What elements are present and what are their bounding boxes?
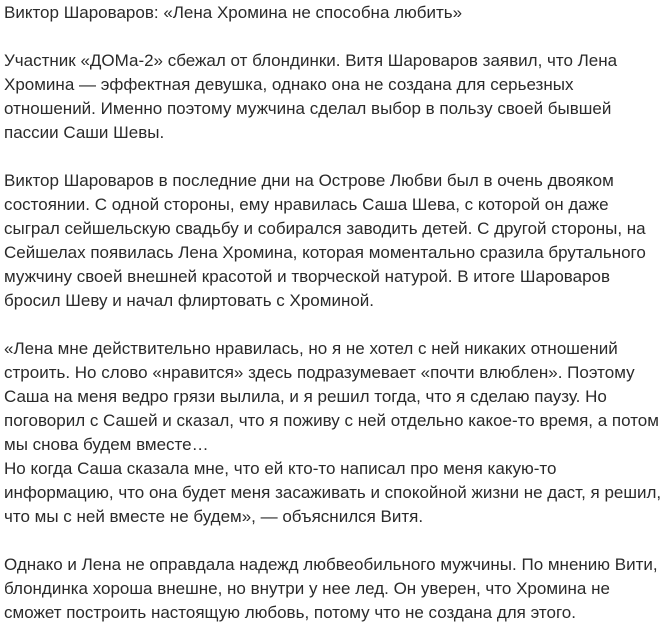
article-paragraph-5 [4,553,668,625]
text-line: Сейшелах появилась Лена Хромина, которая моментально сразила брутального [4,243,646,262]
text-line: что мы с ней вместе не будем», — объяснился Витя. [4,507,424,526]
quote-paragraph-2 [4,457,668,529]
text-line: Но когда Саша сказала мне, что ей кто-то написал про меня какую-то [4,459,557,478]
text-line: строить. Но слово «нравится» здесь подразумевает «почти влюблен». Поэтому [4,363,635,382]
text-line: Саша на меня ведро грязи вылила, и я решил тогда, что я сделаю паузу. Но [4,387,607,406]
text-line: «Лена мне действительно нравилась, но я не хотел с ней никаких отношений [4,339,618,358]
text-line: бросил Шеву и начал флиртовать с Хроминой. [4,291,375,310]
text-line: отношений. Именно поэтому мужчина сделал выбор в пользу своей бывшей [4,99,612,118]
text-line: Хромина — эффектная девушка, однако она не создана для серьезных [4,75,574,94]
text-line: пассии Саши Шевы. [4,123,165,142]
text-line: поговорил с Сашей и сказал, что я поживу с ней отдельно какое-то время, а потом [4,411,659,430]
text-line: мы снова будем вместе… [4,435,209,454]
quote-paragraph-1 [4,337,668,457]
text-line: информацию, что она будет меня засаживать и спокойной жизни не даст, я решил, [4,483,662,502]
text-line: блондинка хороша внешне, но внутри у нее лед. Он уверен, что Хромина не [4,579,610,598]
article-paragraph-2 [4,169,668,313]
article-paragraph-1 [4,49,668,145]
text-line: мужчину своей внешней красотой и творческой натурой. В итоге Шароваров [4,267,611,286]
text-line: сможет построить настоящую любовь, потому что не создана для этого. [4,603,576,622]
text-line: Виктор Шароваров в последние дни на Острове Любви был в очень двояком [4,171,614,190]
text-line: Участник «ДОМа-2» сбежал от блондинки. Витя Шароваров заявил, что Лена [4,51,618,70]
article [4,0,668,625]
article-title: Виктор Шароваров: «Лена Хромина не способна любить» [4,3,463,22]
text-line: состоянии. С одной стороны, ему нравилась Саша Шева, с которой он даже [4,195,609,214]
text-line: Однако и Лена не оправдала надежд любвеобильного мужчины. По мнению Вити, [4,555,658,574]
text-line: сыграл сейшельскую свадьбу и собирался заводить детей. С другой стороны, на [4,219,646,238]
